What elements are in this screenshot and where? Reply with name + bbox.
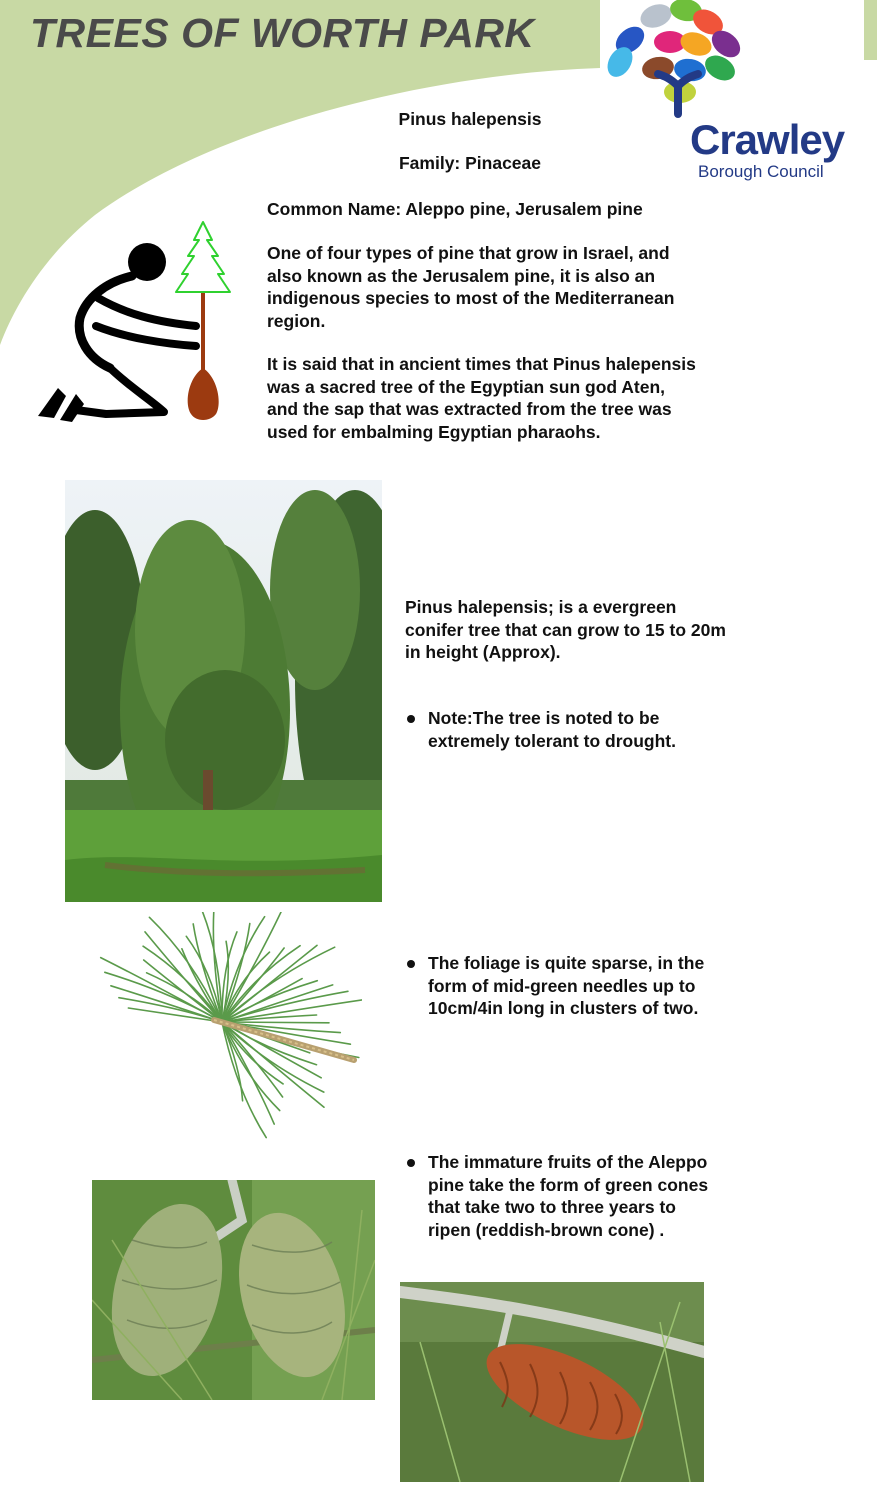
council-logo [600,0,865,190]
pine-needle [222,1022,324,1092]
note-bullet: Note:The tree is noted to be extremely tolerant to drought. [405,707,725,752]
fruits-list [405,1151,715,1241]
logo-tree-icon [600,0,760,118]
tree-planter-illustration [36,218,236,428]
tree-photo [65,480,382,902]
green-cones-photo [92,1180,375,1400]
foliage-bullet: The foliage is quite sparse, in the form of mid-green needles up to 10cm/4in long in clusters of two. [405,952,725,1020]
common-name: Common Name: Aleppo pine, Jerusalem pine [267,199,643,219]
family-name: Family: Pinaceae [398,153,542,173]
botanical-name: Pinus halepensis [398,109,542,129]
pine-needle-illustration [82,912,362,1148]
overview-text: Pinus halepensis; is a evergreen conifer tree that can grow to 15 to 20m in height (Approx). [405,597,726,662]
brown-cone-photo [400,1282,704,1482]
foliage-list [405,952,725,1020]
note-list [405,707,725,752]
logo-petal [637,0,675,32]
intro-paragraph-2: It is said that in ancient times that Pinus halepensis was a sacred tree of the Egyptian sun god Aten, and the sap that was extracted from the tree was used for embalming Egyptian pharaohs. [267,354,696,442]
logo-subtitle: Borough Council [698,162,824,181]
page-title: TREES OF WORTH PARK [30,10,535,56]
header-right-strip [864,0,877,60]
pine-needle [105,972,222,1022]
logo-name: Crawley [690,116,845,163]
pine-needle [222,1022,329,1023]
pine-needle [222,947,335,1022]
pine-needle [222,1015,317,1022]
intro-paragraph-1: One of four types of pine that grow in Israel, and also known as the Jerusalem pine, it is also an indigenous species to most of the Mediterranean region. [267,243,675,331]
fruits-bullet: The immature fruits of the Aleppo pine take the form of green cones that take two to three years to ripen (reddish-brown cone) . [405,1151,715,1241]
